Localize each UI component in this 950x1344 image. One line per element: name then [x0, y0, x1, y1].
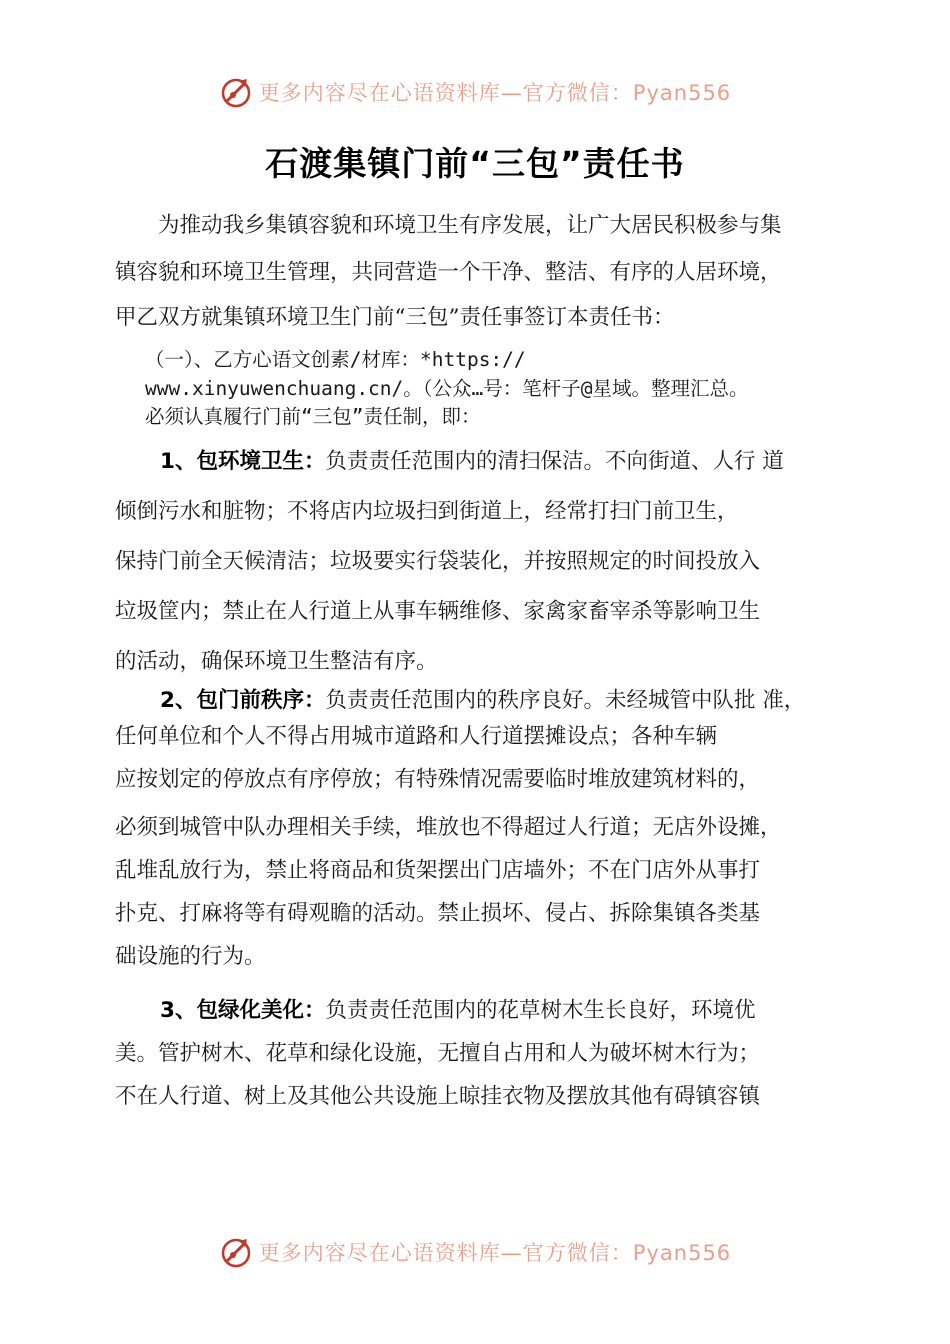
section-first-line [160, 683, 805, 714]
section-line: 应按划定的停放点有序停放；有特殊情况需要临时堆放建筑材料的， [115, 767, 761, 792]
section-line: 乱堆乱放行为，禁止将商品和货架摆出门店墙外；不在门店外从事打 [115, 858, 761, 883]
logo-icon [219, 1235, 253, 1269]
section-line: 倾倒污水和脏物；不将店内垃圾扫到街道上，经常打扫门前卫生， [115, 499, 739, 524]
watermark-footer [0, 1232, 950, 1272]
intro-line: 甲乙双方就集镇环境卫生门前“三包”责任事签订本责任书： [115, 305, 675, 330]
section-line: 垃圾筐内；禁止在人行道上从事车辆维修、家禽家畜宰杀等影响卫生 [115, 599, 761, 624]
logo-icon [219, 75, 253, 109]
section-line: 美。管护树木、花草和绿化设施，无擅自占用和人为破坏树木行为； [115, 1041, 761, 1066]
clause-line: （一）、乙方心语文创素/材库：*https:// [145, 348, 526, 371]
clause-line: www.xinyuwenchuang.cn/。（公众…号：笔杆子@星域。整理汇总。 [145, 377, 749, 400]
intro-line: 为推动我乡集镇容貌和环境卫生有序发展，让广大居民积极参与集 [158, 213, 782, 238]
section-first-line [160, 444, 784, 475]
section-heading: 1、包环境卫生： [160, 449, 326, 474]
watermark-text: 更多内容尽在心语资料库—官方微信：Pyan556 [258, 1241, 732, 1265]
clause-line: 必须认真履行门前“三包”责任制，即： [145, 405, 481, 428]
watermark-header [0, 72, 950, 112]
section-line: 的活动，确保环境卫生整洁有序。 [115, 649, 438, 674]
section-text: 负责责任范围内的秩序良好。未经城管中队批 准， [325, 688, 806, 713]
section-heading: 3、包绿化美化： [160, 998, 326, 1023]
section-line: 不在人行道、树上及其他公共设施上晾挂衣物及摆放其他有碍镇容镇 [115, 1084, 761, 1109]
section-line: 础设施的行为。 [115, 944, 266, 969]
section-line: 保持门前全天候清洁；垃圾要实行袋装化，并按照规定的时间投放入 [115, 549, 761, 574]
section-text: 负责责任范围内的花草树木生长良好，环境优 [325, 998, 756, 1023]
section-first-line [160, 993, 755, 1024]
section-line: 任何单位和个人不得占用城市道路和人行道摆摊设点；各种车辆 [115, 724, 718, 749]
section-text: 负责责任范围内的清扫保洁。不向街道、人行 道 [325, 449, 784, 474]
section-heading: 2、包门前秩序： [160, 688, 326, 713]
section-line: 扑克、打麻将等有碍观瞻的活动。禁止损坏、侵占、拆除集镇各类基 [115, 901, 761, 926]
document-title: 石渡集镇门前“三包”责任书 [265, 144, 685, 183]
section-line: 必须到城管中队办理相关手续，堆放也不得超过人行道；无店外设摊， [115, 815, 782, 840]
watermark-text: 更多内容尽在心语资料库—官方微信：Pyan556 [258, 81, 732, 105]
intro-line: 镇容貌和环境卫生管理，共同营造一个干净、整洁、有序的人居环境， [115, 260, 782, 285]
